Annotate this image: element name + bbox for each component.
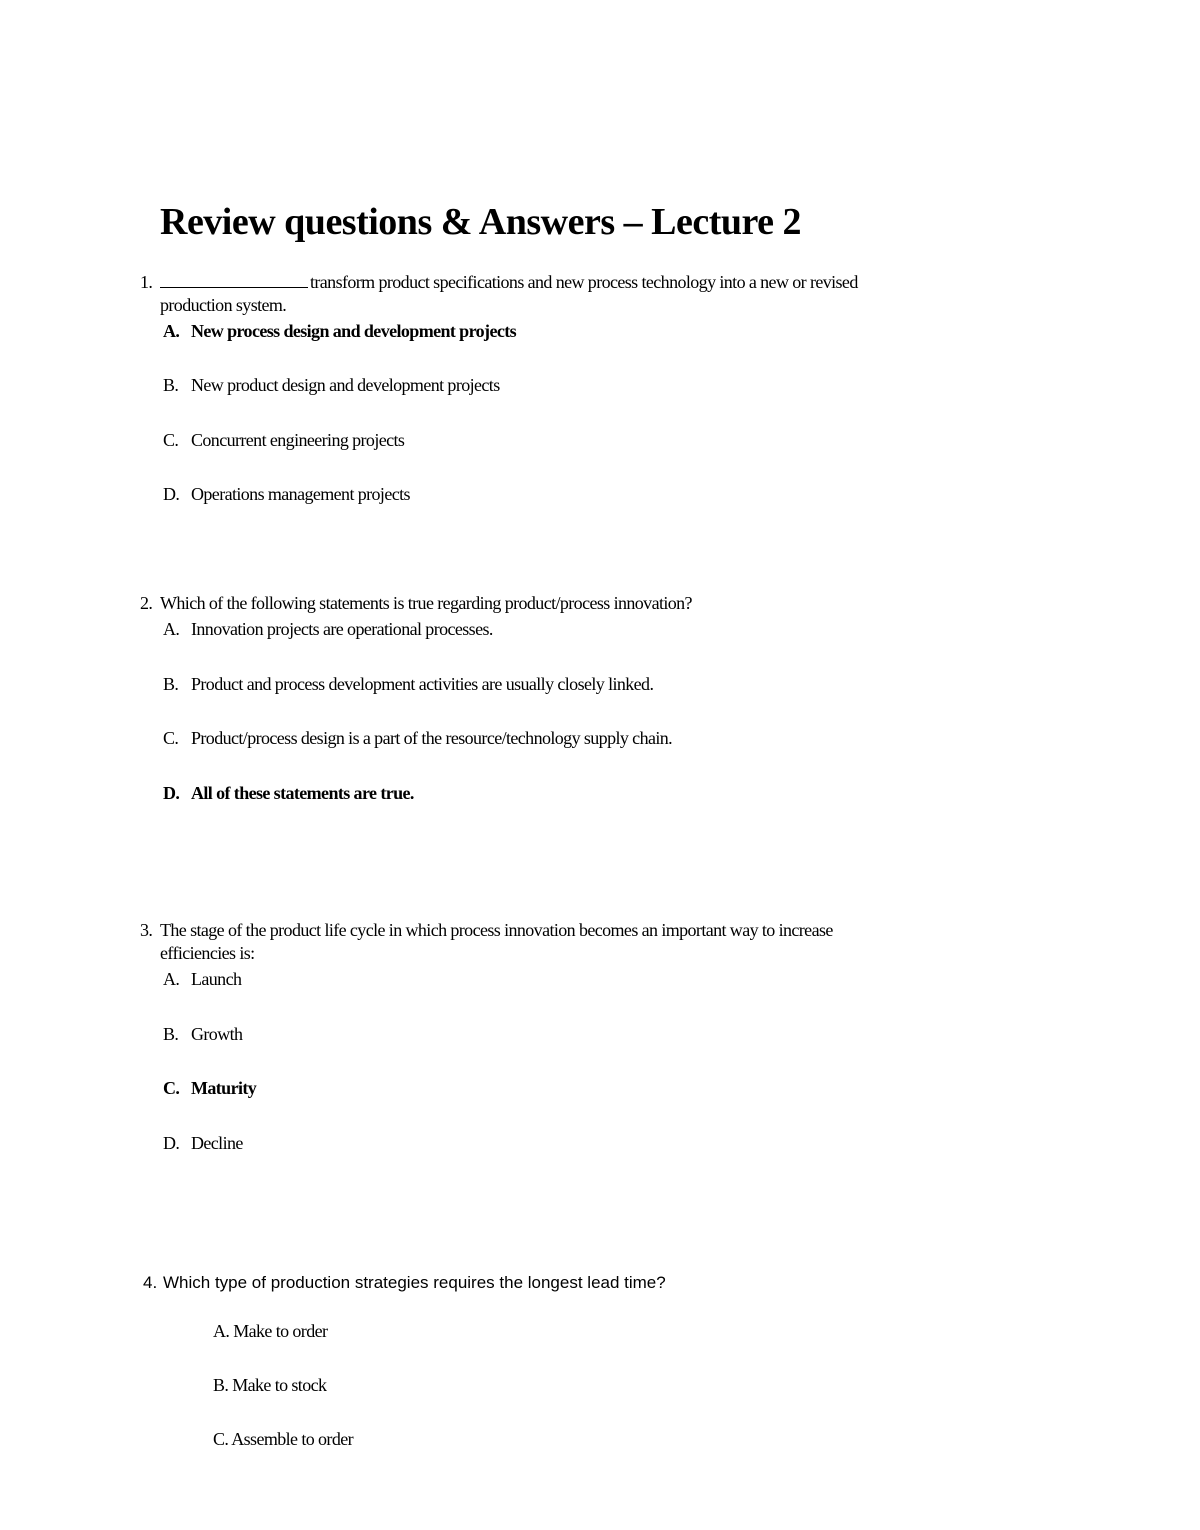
option-text: Decline <box>191 1133 243 1153</box>
option-text: New product design and development projects <box>191 375 500 395</box>
option-letter: D. <box>163 1133 180 1153</box>
question-2-option-c <box>163 727 672 750</box>
option-letter: C. <box>163 728 179 748</box>
option-letter: C. <box>163 430 179 450</box>
option-letter: D. <box>163 484 180 504</box>
question-4-stem <box>143 1271 1063 1294</box>
question-2-option-b <box>163 673 653 696</box>
option-letter: A. <box>213 1321 230 1341</box>
option-letter: B. <box>163 375 179 395</box>
option-text: New process design and development projects <box>191 321 517 341</box>
question-3-option-a <box>163 968 241 991</box>
option-text: All of these statements are true. <box>191 783 414 803</box>
question-1-option-d <box>163 483 410 506</box>
question-number: 2. <box>140 593 153 613</box>
question-4-option-a <box>213 1320 327 1343</box>
option-text: Growth <box>191 1024 243 1044</box>
option-letter: C. <box>163 1078 180 1098</box>
option-letter: B. <box>213 1375 229 1395</box>
option-text: Launch <box>191 969 242 989</box>
option-text: Make to stock <box>232 1375 327 1395</box>
option-text: Maturity <box>191 1078 257 1098</box>
option-letter: A. <box>163 969 180 989</box>
option-text: Product/process design is a part of the resource/technology supply chain. <box>191 728 673 748</box>
question-1-option-a <box>163 320 516 343</box>
question-number: 3. <box>140 920 153 940</box>
question-1-option-c <box>163 429 404 452</box>
question-4-option-c <box>213 1428 353 1451</box>
answer-blank <box>160 271 308 288</box>
option-letter: C. <box>213 1429 229 1449</box>
question-number: 1. <box>140 272 153 292</box>
page-title: Review questions & Answers – Lecture 2 <box>160 201 802 243</box>
question-3-option-b <box>163 1023 242 1046</box>
question-3-stem <box>140 919 1060 965</box>
option-letter: A. <box>163 619 180 639</box>
question-text-continued: production system. <box>160 295 287 315</box>
question-2-option-d <box>163 782 414 805</box>
question-3-option-c <box>163 1077 256 1100</box>
option-letter: B. <box>163 674 179 694</box>
question-text-continued: efficiencies is: <box>160 943 255 963</box>
question-text: The stage of the product life cycle in which process innovation becomes an important way to increase <box>160 920 833 940</box>
question-text: transform product specifications and new process technology into a new or revised <box>310 272 858 292</box>
option-text: Concurrent engineering projects <box>191 430 405 450</box>
option-letter: B. <box>163 1024 179 1044</box>
option-letter: A. <box>163 321 180 341</box>
question-1-option-b <box>163 374 500 397</box>
question-4-option-b <box>213 1374 326 1397</box>
question-text: Which of the following statements is true regarding product/process innovation? <box>160 593 692 613</box>
option-text: Product and process development activities are usually closely linked. <box>191 674 654 694</box>
question-number: 4. <box>143 1273 158 1292</box>
question-text: Which type of production strategies requires the longest lead time? <box>163 1273 666 1292</box>
question-2-stem <box>140 592 1060 615</box>
question-2-option-a <box>163 618 493 641</box>
option-text: Operations management projects <box>191 484 410 504</box>
option-text: Assemble to order <box>231 1429 354 1449</box>
question-3-option-d <box>163 1132 243 1155</box>
option-letter: D. <box>163 783 180 803</box>
option-text: Innovation projects are operational processes. <box>191 619 493 639</box>
option-text: Make to order <box>233 1321 328 1341</box>
question-1-stem <box>140 271 1060 317</box>
